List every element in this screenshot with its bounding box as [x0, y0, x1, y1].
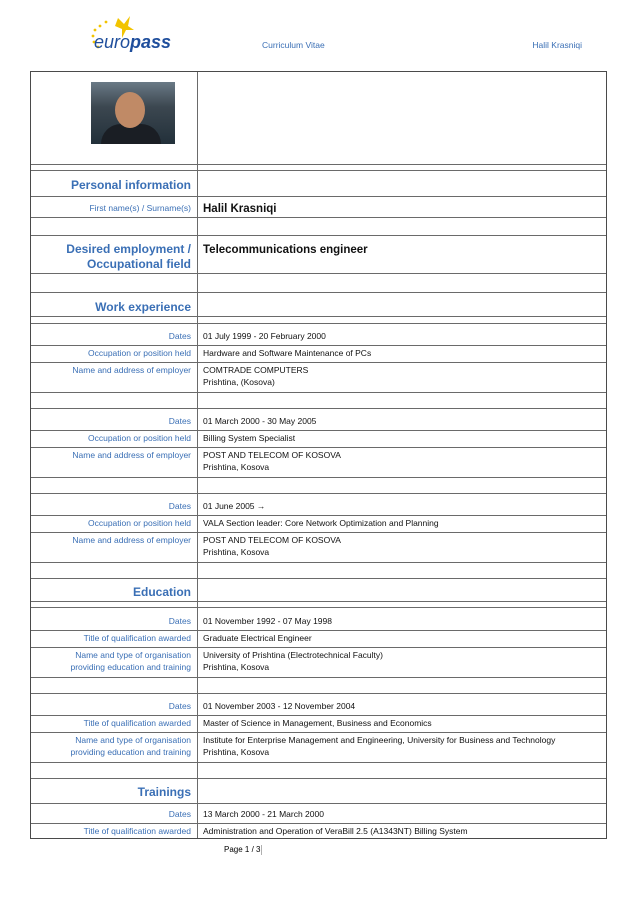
section-work-experience: Work experience [95, 300, 191, 314]
work-1-occupation: Hardware and Software Maintenance of PCs [203, 348, 372, 358]
training-title: Administration and Operation of VeraBill 2.5 (A1343NT) Billing System [203, 826, 468, 836]
training-dates-label: Dates [168, 809, 191, 819]
work-3-employer-address: Prishtina, Kosova [203, 547, 270, 557]
edu-1-title-label: Title of qualification awarded [83, 633, 191, 643]
section-personal-information: Personal information [70, 178, 191, 192]
work-1-occupation-label: Occupation or position held [87, 348, 191, 358]
work-1-employer-name: COMTRADE COMPUTERS [203, 365, 309, 375]
work-1-employer-label: Name and address of employer [72, 365, 191, 375]
edu-2-title: Master of Science in Management, Business and Economics [203, 718, 432, 728]
work-1-dates: 01 July 1999 - 20 February 2000 [203, 331, 326, 341]
footer-divider [261, 845, 262, 855]
edu-2-org-name: Institute for Enterprise Management and Engineering, University for Business and Technology [203, 735, 556, 745]
edu-1-org-label-1: Name and type of organisation [75, 650, 191, 660]
edu-1-dates: 01 November 1992 - 07 May 1998 [203, 616, 332, 626]
work-2-employer-address: Prishtina, Kosova [203, 462, 270, 472]
name-label: First name(s) / Surname(s) [89, 203, 191, 213]
training-title-label: Title of qualification awarded [83, 826, 191, 836]
edu-2-org-address: Prishtina, Kosova [203, 747, 270, 757]
work-1-dates-label: Dates [168, 331, 191, 341]
page-header [0, 0, 638, 70]
cv-table [30, 71, 607, 839]
work-2-dates: 01 March 2000 - 30 May 2005 [203, 416, 317, 426]
work-3-employer-name: POST AND TELECOM OF KOSOVA [203, 535, 341, 545]
work-3-dates-label: Dates [168, 501, 191, 511]
europass-logo [84, 14, 172, 54]
work-2-occupation-label: Occupation or position held [87, 433, 191, 443]
header-name: Halil Krasniqi [532, 40, 582, 50]
work-3-dates: 01 June 2005 → [203, 501, 266, 511]
edu-1-org-label-2: providing education and training [70, 662, 191, 672]
edu-1-dates-label: Dates [168, 616, 191, 626]
edu-2-org-label-2: providing education and training [70, 747, 191, 757]
edu-2-dates-label: Dates [168, 701, 191, 711]
work-2-occupation: Billing System Specialist [203, 433, 296, 443]
edu-2-title-label: Title of qualification awarded [83, 718, 191, 728]
edu-2-dates: 01 November 2003 - 12 November 2004 [203, 701, 356, 711]
section-education: Education [132, 585, 191, 599]
column-divider [197, 72, 198, 838]
edu-1-org-name: University of Prishtina (Electrotechnical Faculty) [203, 650, 383, 660]
edu-1-title: Graduate Electrical Engineer [203, 633, 312, 643]
work-3-employer-label: Name and address of employer [72, 535, 191, 545]
work-2-dates-label: Dates [168, 416, 191, 426]
header-title: Curriculum Vitae [262, 40, 325, 50]
work-2-employer-label: Name and address of employer [72, 450, 191, 460]
profile-photo [91, 82, 175, 144]
logo-wordmark: europass [94, 32, 172, 52]
desired-employment-value: Telecommunications engineer [203, 244, 368, 256]
work-3-occupation-label: Occupation or position held [87, 518, 191, 528]
work-3-occupation: VALA Section leader: Core Network Optimization and Planning [203, 518, 439, 528]
work-1-employer-address: Prishtina, (Kosova) [203, 377, 275, 387]
edu-2-org-label-1: Name and type of organisation [75, 735, 191, 745]
section-trainings: Trainings [137, 785, 191, 799]
name-value: Halil Krasniqi [203, 203, 277, 215]
page-number: Page 1 / 3 [224, 845, 261, 854]
work-2-employer-name: POST AND TELECOM OF KOSOVA [203, 450, 341, 460]
edu-1-org-address: Prishtina, Kosova [203, 662, 270, 672]
training-dates: 13 March 2000 - 21 March 2000 [203, 809, 324, 819]
desired-employment-label-1: Desired employment / [66, 242, 191, 256]
desired-employment-label-2: Occupational field [86, 257, 191, 271]
